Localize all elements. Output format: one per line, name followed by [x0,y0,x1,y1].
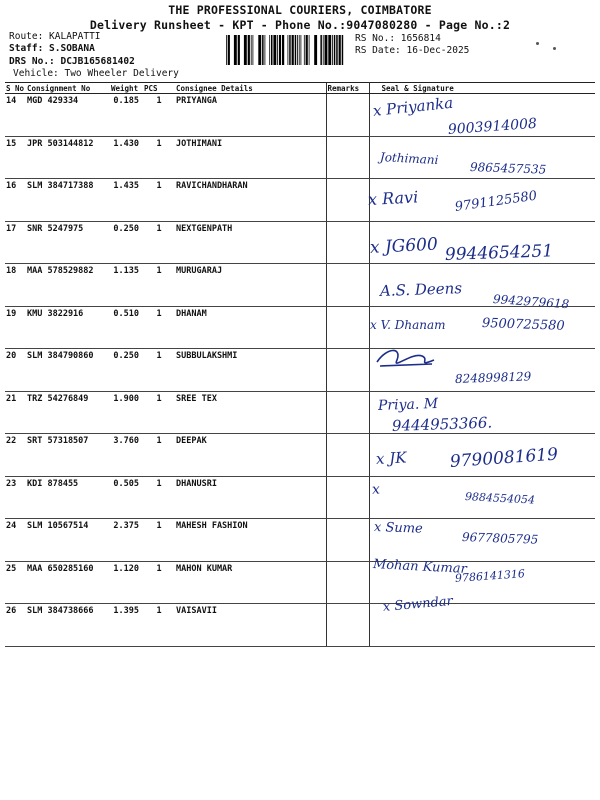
row-remarks [326,306,369,349]
row-sno: 18 [5,264,26,307]
row-signature-cell [369,221,595,264]
table-row [5,94,595,137]
row-signature-cell [369,136,595,179]
rs-date: RS Date: 16-Dec-2025 [355,45,470,56]
handwritten-phone: 8248998129 [454,369,532,386]
table-header-row [5,83,595,94]
row-remarks [326,136,369,179]
row-signature-cell [369,179,595,222]
row-weight: 3.760 [110,434,143,477]
row-signature-cell [369,561,595,604]
row-remarks [326,476,369,519]
handwritten-phone: 9944654251 [444,241,554,265]
row-signature-cell [369,434,595,477]
handwritten-phone: 9500725580 [481,316,565,334]
row-pcs: 1 [143,306,175,349]
table-row [5,604,595,647]
row-pcs: 1 [143,349,175,392]
row-remarks [326,561,369,604]
row-consignment: MAA 650285160 [26,561,110,604]
row-weight: 0.505 [110,476,143,519]
row-remarks [326,519,369,562]
row-weight: 0.250 [110,349,143,392]
row-sno: 15 [5,136,26,179]
row-consignment: JPR 503144812 [26,136,110,179]
signature-text: x Sume [373,520,423,537]
row-weight: 1.900 [110,391,143,434]
row-weight: 1.430 [110,136,143,179]
row-remarks [326,264,369,307]
runsheet-table [5,82,595,647]
signature-text: x V. Dhanam [370,318,446,332]
row-consignment: MGD 429334 [26,94,110,137]
signature-text: Jothimani [379,150,439,168]
row-consignment: KDI 878455 [26,476,110,519]
rs-number: RS No.: 1656814 [355,33,441,44]
row-consignee: SREE TEX [175,391,326,434]
route-label: Route: KALAPATTI [9,31,101,42]
handwritten-phone: 9942979618 [492,292,570,312]
ink-dot [553,47,556,50]
handwritten-phone: 9865457535 [469,160,547,177]
col-weight: Weight [110,83,143,94]
signature-text: x JK [375,448,407,468]
row-consignee: NEXTGENPATH [175,221,326,264]
row-pcs: 1 [143,264,175,307]
row-sno: 24 [5,519,26,562]
barcode-image [226,35,350,65]
row-weight: 1.135 [110,264,143,307]
row-sno: 14 [5,94,26,137]
row-consignment: SLM 10567514 [26,519,110,562]
signature-text: Priya. M [377,395,439,414]
row-consignment: KMU 3822916 [26,306,110,349]
row-pcs: 1 [143,221,175,264]
row-sno: 25 [5,561,26,604]
row-consignee: VAISAVII [175,604,326,647]
col-consignment: Consignment No [26,83,110,94]
row-remarks [326,179,369,222]
row-weight: 0.185 [110,94,143,137]
table-row [5,306,595,349]
col-sno: S No [6,83,25,93]
row-pcs: 1 [143,604,175,647]
row-sno: 17 [5,221,26,264]
row-pcs: 1 [143,94,175,137]
row-consignee: DHANAM [175,306,326,349]
row-pcs: 1 [143,476,175,519]
row-weight: 0.250 [110,221,143,264]
row-consignee: PRIYANGA [175,94,326,137]
row-sno: 16 [5,179,26,222]
row-remarks [326,349,369,392]
row-consignee: SUBBULAKSHMI [175,349,326,392]
table-row [5,476,595,519]
row-consignment: SNR 5247975 [26,221,110,264]
row-signature-cell [369,476,595,519]
row-remarks [326,604,369,647]
company-title: THE PROFESSIONAL COURIERS, COIMBATORE [168,3,432,17]
row-weight: 1.435 [110,179,143,222]
col-pcs: PCS [143,83,175,94]
handwritten-phone: 9786141316 [454,567,526,585]
signature-text: x JG600 [369,234,439,258]
row-signature-cell [369,264,595,307]
row-sno: 26 [5,604,26,647]
handwritten-phone: 9003914008 [447,115,538,138]
row-consignment: MAA 578529882 [26,264,110,307]
row-consignee: MAHESH FASHION [175,519,326,562]
signature-text: A.S. Deens [379,279,463,300]
table-row [5,561,595,604]
signature-text: x Sowndar [382,593,454,615]
row-weight: 1.395 [110,604,143,647]
handwritten-phone: 9884554054 [464,490,536,507]
handwritten-phone: 9790081619 [449,444,559,472]
row-sno: 23 [5,476,26,519]
row-pcs: 1 [143,391,175,434]
row-pcs: 1 [143,561,175,604]
drs-number: DRS No.: DCJB165681402 [9,56,135,67]
col-remarks: Remarks [326,83,369,94]
row-consignee: JOTHIMANI [175,136,326,179]
col-signature: Seal & Signature [369,83,595,94]
row-weight: 0.510 [110,306,143,349]
row-signature-cell [369,604,595,647]
row-pcs: 1 [143,179,175,222]
row-signature-cell [369,306,595,349]
handwritten-phone: 9791125580 [453,188,538,215]
row-sno: 22 [5,434,26,477]
row-weight: 1.120 [110,561,143,604]
table-row [5,434,595,477]
row-pcs: 1 [143,434,175,477]
ink-dot [536,42,539,45]
table-row [5,391,595,434]
runsheet-subtitle: Delivery Runsheet - KPT - Phone No.:9047080280 - Page No.:2 [89,18,511,32]
table-row [5,136,595,179]
row-pcs: 1 [143,519,175,562]
table-row [5,221,595,264]
row-consignee: DEEPAK [175,434,326,477]
row-sno: 20 [5,349,26,392]
table-row [5,179,595,222]
col-consignee: Consignee Details [175,83,326,94]
row-remarks [326,434,369,477]
table-row [5,264,595,307]
row-consignee: DHANUSRI [175,476,326,519]
row-pcs: 1 [143,136,175,179]
row-remarks [326,94,369,137]
row-sno: 21 [5,391,26,434]
row-consignee: RAVICHANDHARAN [175,179,326,222]
row-signature-cell [369,391,595,434]
signature-text: x Ravi [367,187,419,209]
table-row [5,519,595,562]
row-consignment: SLM 384738666 [26,604,110,647]
table-row [5,349,595,392]
handwritten-phone: 9677805795 [461,530,539,547]
row-consignment: SLM 384717388 [26,179,110,222]
signature-text: x Priyanka [372,93,454,120]
vehicle-label: Vehicle: Two Wheeler Delivery [13,68,179,79]
handwritten-phone: 9444953366. [391,413,493,435]
row-consignment: SLM 384790860 [26,349,110,392]
row-consignment: TRZ 54276849 [26,391,110,434]
row-signature-cell [369,349,595,392]
row-weight: 2.375 [110,519,143,562]
row-sno: 19 [5,306,26,349]
staff-label: Staff: S.SOBANA [9,43,95,54]
row-signature-cell [369,519,595,562]
row-remarks [326,391,369,434]
row-signature-cell [369,94,595,137]
signature-text: x [371,481,381,498]
row-consignment: SRT 57318507 [26,434,110,477]
signature-text: Mohan Kumar [372,557,468,577]
row-remarks [326,221,369,264]
row-consignee: MURUGARAJ [175,264,326,307]
row-consignee: MAHON KUMAR [175,561,326,604]
